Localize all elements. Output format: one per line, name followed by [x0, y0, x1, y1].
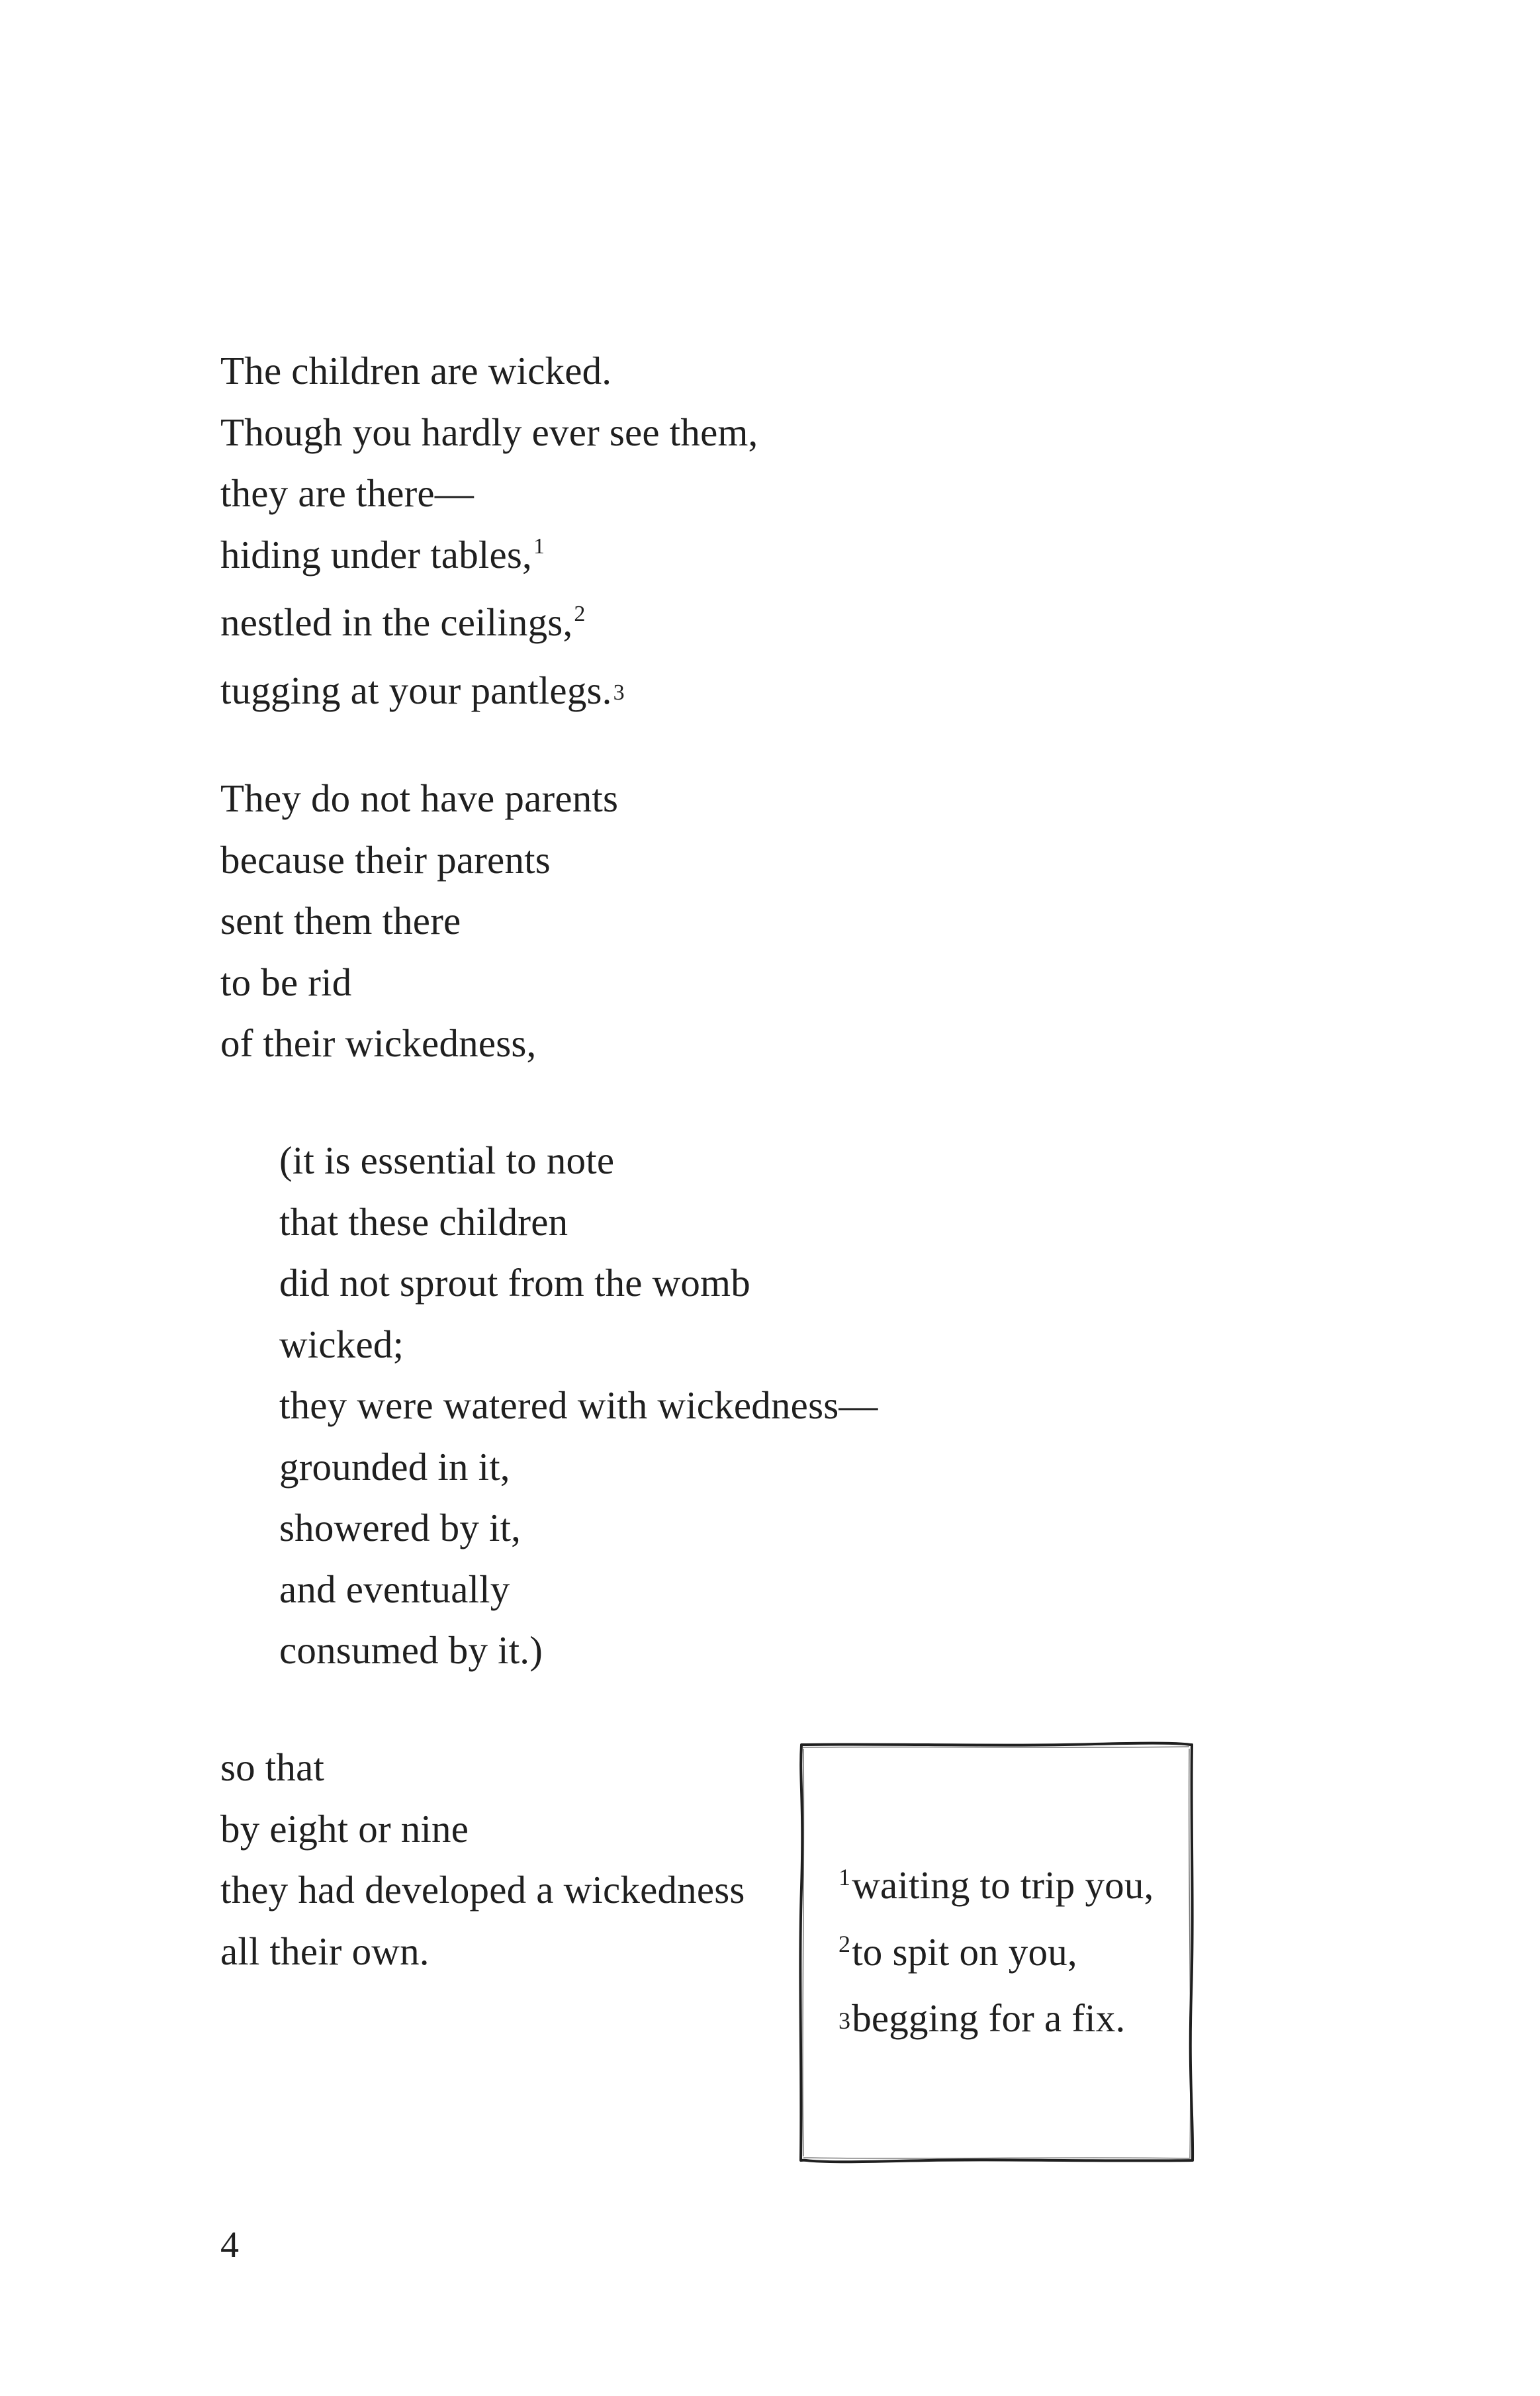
poem-line: to be rid: [220, 960, 352, 1004]
poem-line: all their own.: [220, 1929, 430, 1973]
poem-line: nestled in the ceilings,$^2$: [220, 600, 586, 644]
stanza-4: [220, 1737, 745, 1982]
poem-line: wicked;: [279, 1322, 404, 1366]
poem-line: they are there—: [220, 471, 475, 515]
poem-line: that these children: [279, 1199, 568, 1244]
poem-line: tugging at your pantlegs.3: [220, 668, 625, 712]
poem-line: and eventually: [279, 1567, 510, 1611]
stanza-3-parenthetical: [279, 1130, 878, 1681]
page-number: 4: [220, 2225, 239, 2266]
poem-line: They do not have parents: [220, 776, 619, 820]
poem-line: (it is essential to note: [279, 1138, 615, 1182]
poem-line: they had developed a wickedness: [220, 1868, 745, 1912]
footnote-number: 2: [838, 1930, 851, 1957]
poem-line: showered by it,: [279, 1506, 521, 1549]
poem-line: so that: [220, 1745, 325, 1789]
footnote-box: [797, 1742, 1196, 2163]
footnote-number: 1: [838, 1864, 851, 1890]
stanza-1: [220, 340, 758, 727]
footnote-marker-1: 1: [533, 533, 545, 559]
poem-line: grounded in it,: [279, 1444, 510, 1489]
poem-line: by eight or nine: [220, 1806, 469, 1851]
poem-line: did not sprout from the womb: [279, 1261, 750, 1305]
poem-line: of their wickedness,: [220, 1021, 537, 1065]
footnote-number: 3: [838, 2007, 851, 2034]
poem-line: sent them there: [220, 899, 461, 943]
footnote-item: 3begging for a fix.: [838, 1996, 1126, 2040]
poem-line: because their parents: [220, 837, 551, 882]
footnote-marker-2: 2: [574, 602, 586, 626]
footnote-item: $^1$waiting to trip you,: [838, 1863, 1154, 1907]
stanza-2: [220, 768, 618, 1074]
poem-line: they were watered with wickedness—: [279, 1383, 878, 1427]
poem-line: consumed by it.): [279, 1628, 543, 1672]
footnote-item: $^2$to spit on you,: [838, 1929, 1077, 1974]
poem-line: The children are wicked.: [220, 349, 612, 392]
poem-line: Though you hardly ever see them,: [220, 410, 758, 454]
footnote-marker-3: 3: [613, 680, 625, 705]
poem-line: hiding under tables,$^1$: [220, 532, 545, 576]
footnote-list: [838, 1855, 1154, 2054]
